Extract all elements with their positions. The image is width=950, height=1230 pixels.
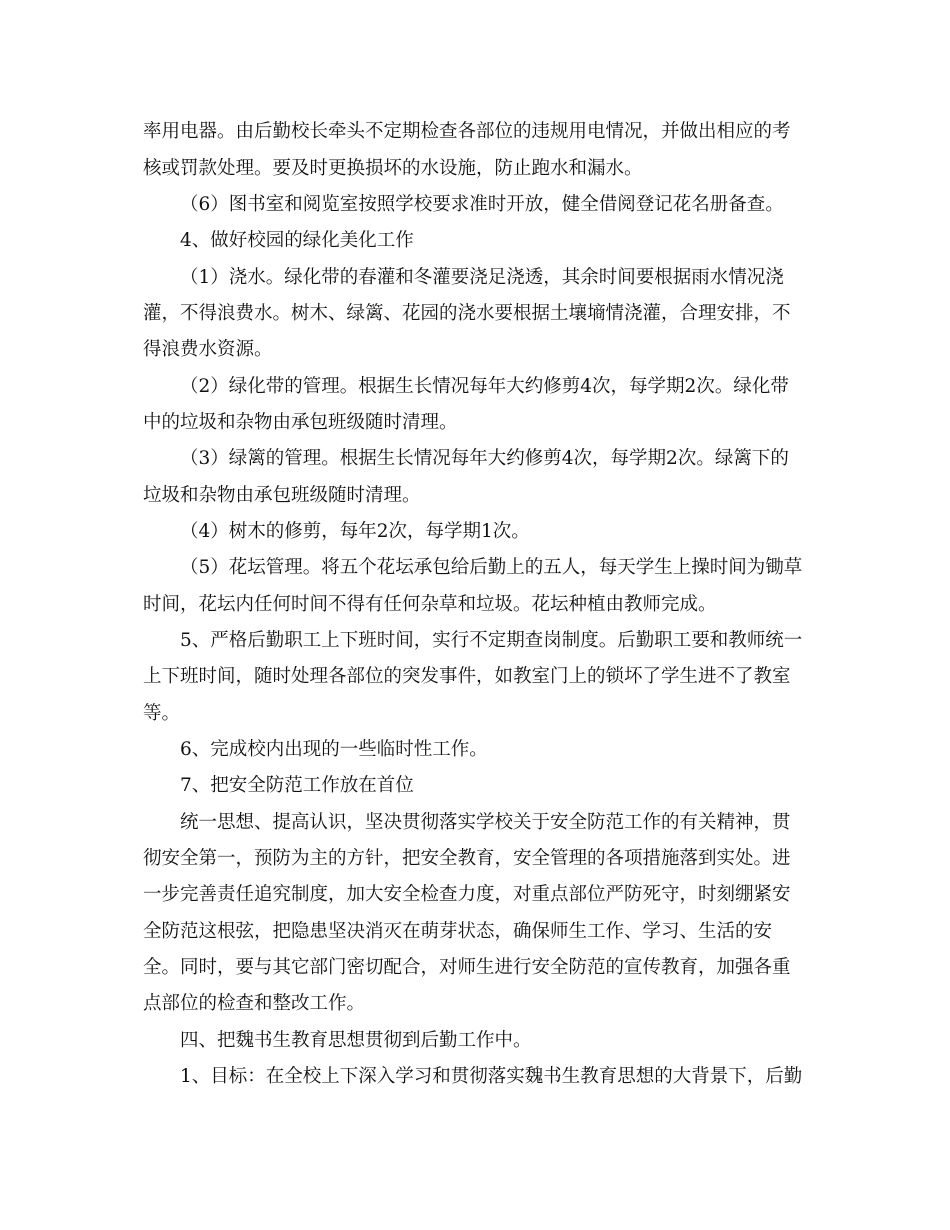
text-line: 中的垃圾和杂物由承包班级随时清理。 [143, 412, 458, 433]
text-line: 等。 [143, 703, 181, 724]
text-line: （6）图书室和阅览室按照学校要求准时开放，健全借阅登记花名册备查。 [180, 194, 784, 215]
text-line: 5、严格后勤职工上下班时间，实行不定期查岗制度。后勤职工要和教师统一 [180, 630, 803, 651]
text-line: 上下班时间，随时处理各部位的突发事件，如教室门上的锁坏了学生进不了教室 [143, 666, 791, 687]
text-line: 四、把魏书生教育思想贯彻到后勤工作中。 [180, 1030, 532, 1051]
text-line: 1、目标：在全校上下深入学习和贯彻落实魏书生教育思想的大背景下，后勤 [180, 1066, 803, 1087]
text-line: 4、做好校园的绿化美化工作 [180, 230, 414, 251]
text-line: 率用电器。由后勤校长牵头不定期检查各部位的违规用电情况，并做出相应的考 [143, 121, 791, 142]
text-line: 得浪费水资源。 [143, 339, 273, 360]
text-line: 一步完善责任追究制度，加大安全检查力度，对重点部位严防死守，时刻绷紧安 [143, 884, 791, 905]
text-line: 彻安全第一，预防为主的方针，把安全教育，安全管理的各项措施落到实处。进 [143, 848, 791, 869]
text-line: 点部位的检查和整改工作。 [143, 993, 366, 1014]
text-line: 全防范这根弦，把隐患坚决消灭在萌芽状态，确保师生工作、学习、生活的安 [143, 921, 773, 942]
text-line: 统一思想、提高认识，坚决贯彻落实学校关于安全防范工作的有关精神，贯 [180, 812, 791, 833]
text-line: 6、完成校内出现的一些临时性工作。 [180, 739, 488, 760]
text-line: 灌，不得浪费水。树木、绿篱、花园的浇水要根据土壤墒情浇灌，合理安排，不 [143, 303, 791, 324]
text-line: 垃圾和杂物由承包班级随时清理。 [143, 485, 421, 506]
text-line: 核或罚款处理。要及时更换损坏的水设施，防止跑水和漏水。 [143, 158, 643, 179]
text-line: （3）绿篱的管理。根据生长情况每年大约修剪4次，每学期2次。绿篱下的 [180, 448, 789, 469]
text-line: （1）浇水。绿化带的春灌和冬灌要浇足浇透，其余时间要根据雨水情况浇 [180, 267, 784, 288]
text-line: 时间，花坛内任何时间不得有任何杂草和垃圾。花坛种植由教师完成。 [143, 594, 717, 615]
text-line: （5）花坛管理。将五个花坛承包给后勤上的五人，每天学生上操时间为锄草 [180, 557, 803, 578]
text-line: 全。同时，要与其它部门密切配合，对师生进行安全防范的宣传教育，加强各重 [143, 957, 791, 978]
text-line: （4）树木的修剪，每年2次，每学期1次。 [180, 521, 530, 542]
text-line: （2）绿化带的管理。根据生长情况每年大约修剪4次，每学期2次。绿化带 [180, 376, 789, 397]
text-line: 7、把安全防范工作放在首位 [180, 775, 414, 796]
